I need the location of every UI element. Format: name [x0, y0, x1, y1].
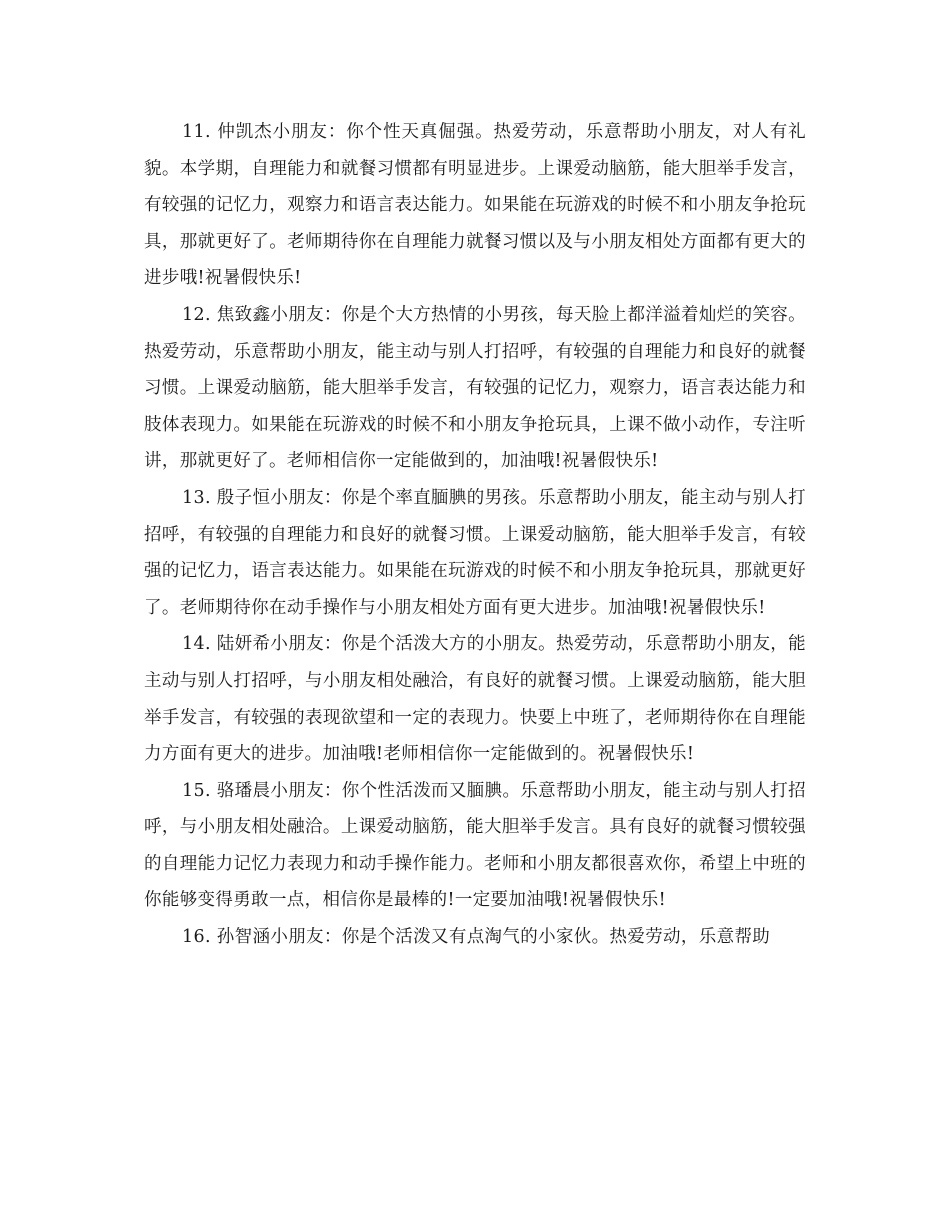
- comment-paragraph-13: 13. 殷子恒小朋友：你是个率直腼腆的男孩。乐意帮助小朋友，能主动与别人打招呼，有较强的自理能力和良好的就餐习惯。上课爱动脑筋，能大胆举手发言，有较强的记忆力，语言表达能力。如果能在玩游戏的时候不和小朋友争抢玩具，那就更好了。老师期待你在动手操作与小朋友相处方面有更大进步。加油哦!祝暑假快乐!: [144, 487, 806, 618]
- document-body: [144, 114, 806, 956]
- comment-paragraph-16: 16. 孙智涵小朋友：你是个活泼又有点淘气的小家伙。热爱劳动，乐意帮助: [182, 927, 771, 948]
- comment-paragraph-12: 12. 焦致鑫小朋友：你是个大方热情的小男孩，每天脸上都洋溢着灿烂的笑容。热爱劳动，乐意帮助小朋友，能主动与别人打招呼，有较强的自理能力和良好的就餐习惯。上课爱动脑筋，能大胆举手发言，有较强的记忆力，观察力，语言表达能力和肢体表现力。如果能在玩游戏的时候不和小朋友争抢玩具，上课不做小动作，专注听讲，那就更好了。老师相信你一定能做到的，加油哦!祝暑假快乐!: [144, 304, 806, 472]
- comment-paragraph-15: 15. 骆璠晨小朋友：你个性活泼而又腼腆。乐意帮助小朋友，能主动与别人打招呼，与小朋友相处融洽。上课爱动脑筋，能大胆举手发言。具有良好的就餐习惯较强的自理能力记忆力表现力和动手操作能力。老师和小朋友都很喜欢你，希望上中班的你能够变得勇敢一点，相信你是最棒的!一定要加油哦!祝暑假快乐!: [144, 780, 806, 911]
- comment-paragraph-14: 14. 陆妍希小朋友：你是个活泼大方的小朋友。热爱劳动，乐意帮助小朋友，能主动与别人打招呼，与小朋友相处融洽，有良好的就餐习惯。上课爱动脑筋，能大胆举手发言，有较强的表现欲望和一定的表现力。快要上中班了，老师期待你在自理能力方面有更大的进步。加油哦!老师相信你一定能做到的。祝暑假快乐!: [144, 634, 806, 765]
- comment-paragraph-11: 11. 仲凯杰小朋友：你个性天真倔强。热爱劳动，乐意帮助小朋友，对人有礼貌。本学期，自理能力和就餐习惯都有明显进步。上课爱动脑筋，能大胆举手发言，有较强的记忆力，观察力和语言表达能力。如果能在玩游戏的时候不和小朋友争抢玩具，那就更好了。老师期待你在自理能力就餐习惯以及与小朋友相处方面都有更大的进步哦!祝暑假快乐!: [144, 122, 806, 289]
